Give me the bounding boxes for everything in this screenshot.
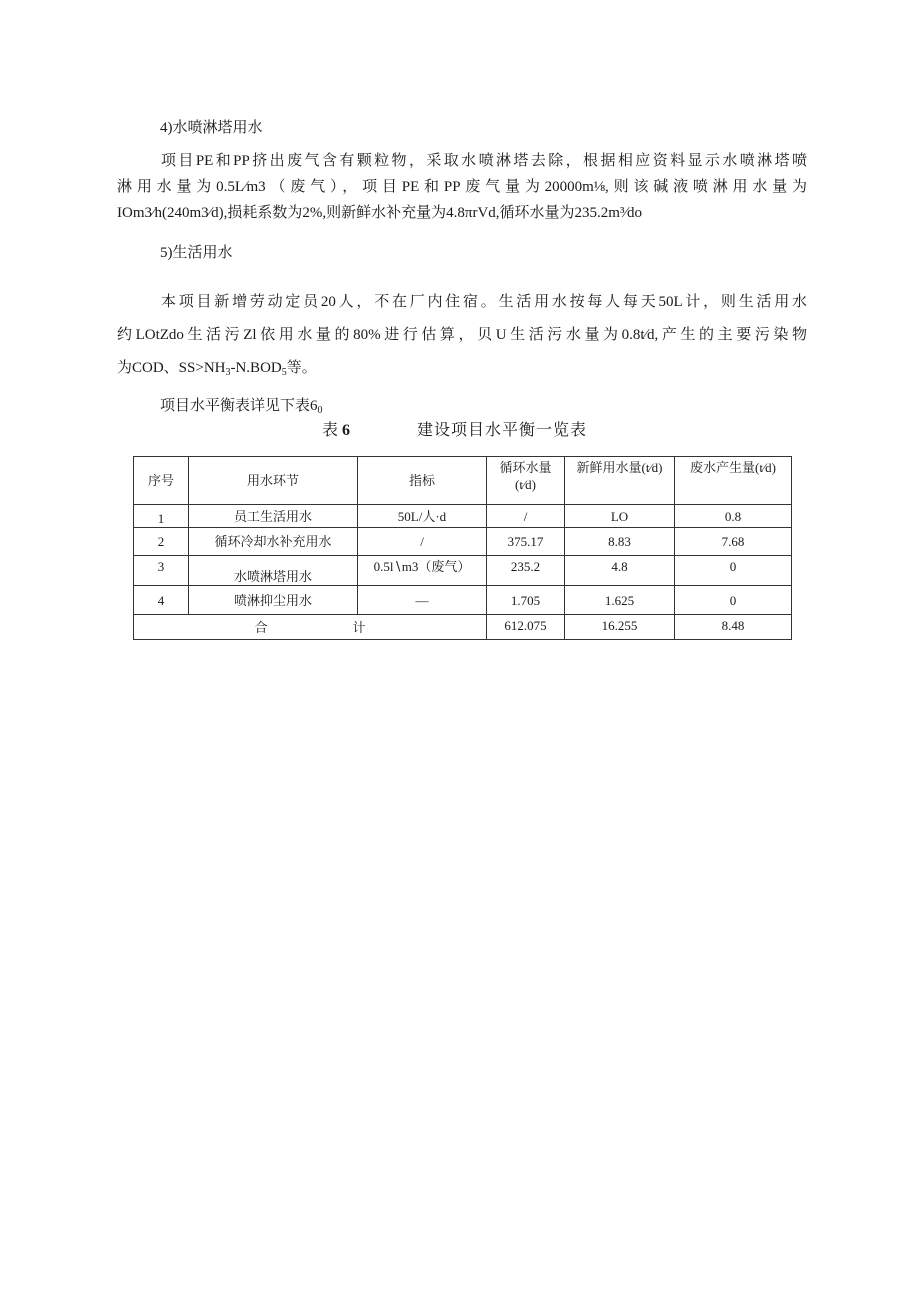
text-run: 等。 <box>286 360 317 376</box>
table-cell: — <box>358 586 487 615</box>
table-header-row <box>134 457 792 505</box>
table-row <box>134 505 792 528</box>
table-cell: 50L/人·d <box>358 505 487 528</box>
paragraph-line: IOm3∕h(240m3∕d),损耗系数为2%,则新鲜水补充量为4.8πrVd,循环水量为235.2m³∕do <box>117 205 642 221</box>
subscript: 5 <box>281 367 287 378</box>
table-cell: 8.48 <box>675 615 792 640</box>
table-cell: 235.2 <box>487 556 565 586</box>
water-balance-table <box>133 456 792 640</box>
header-cell: 序号 <box>134 457 189 505</box>
table-total-row <box>134 615 792 640</box>
paragraph-domestic-water <box>117 286 807 385</box>
table-cell: 1.625 <box>565 586 675 615</box>
table-cell: 16.255 <box>565 615 675 640</box>
paragraph-line: 淋用水量为0.5L∕m3（废气），项目PE和PP废气量为20000m⅛,则该碱液喷淋用水量为 <box>117 179 807 195</box>
table-cell: LO <box>565 505 675 528</box>
header-cell: 循环水量(t∕d) <box>487 457 565 505</box>
paragraph-line <box>117 352 807 385</box>
paragraph-line: 本项目新增劳动定员20人，不在厂内住宿。生活用水按每人每天50L计，则生活用水 <box>161 294 807 310</box>
table-cell: 员工生活用水 <box>189 505 358 528</box>
table-cell: 喷淋抑尘用水 <box>189 586 358 615</box>
table-cell: 1.705 <box>487 586 565 615</box>
paragraph-line: 项目PE和PP挤出废气含有颗粒物，采取水喷淋塔去除，根据相应资料显示水喷淋塔喷 <box>161 153 807 169</box>
paragraph-line: 约LOtZdo生活污Zl依用水量的80%进行估算，贝U生活污水量为0.8t∕d,产生的主要污染物 <box>117 327 807 343</box>
subscript: 0 <box>317 405 323 416</box>
text-run: 6 <box>342 422 351 439</box>
table-row <box>134 556 792 586</box>
table-reference <box>160 396 323 416</box>
table-cell: / <box>487 505 565 528</box>
table-cell: 612.075 <box>487 615 565 640</box>
table-row <box>134 586 792 615</box>
section-heading-spray-tower: 4)水喷淋塔用水 <box>160 120 263 136</box>
header-cell: 用水环节 <box>189 457 358 505</box>
subscript: 3 <box>225 367 231 378</box>
table-cell: 0.5l∖m3（废气） <box>358 556 487 586</box>
header-cell: 指标 <box>358 457 487 505</box>
table-cell: 7.68 <box>675 528 792 556</box>
table-cell: / <box>358 528 487 556</box>
section-heading-domestic-water: 5)生活用水 <box>160 245 233 261</box>
table-cell: 4 <box>134 586 189 615</box>
table-cell: 0.8 <box>675 505 792 528</box>
table-cell: 0 <box>675 556 792 586</box>
text-run: -N.BOD <box>230 360 282 376</box>
header-cell: 废水产生量(t∕d) <box>675 457 792 505</box>
table-row <box>134 528 792 556</box>
paragraph-spray-tower <box>117 148 807 226</box>
table-cell: 3 <box>134 556 189 586</box>
table-number <box>322 420 350 442</box>
text-run: 为COD、SS>NH <box>117 360 226 376</box>
table-title: 建设项目水平衡一览表 <box>417 422 588 439</box>
total-label: 合 <box>254 619 268 635</box>
table-cell: 2 <box>134 528 189 556</box>
text-run: 表 <box>322 422 339 439</box>
text-run: 项目水平衡表详见下表6 <box>160 398 318 414</box>
header-cell: 新鲜用水量(t∕d) <box>565 457 675 505</box>
table-cell: 循环冷却水补充用水 <box>189 528 358 556</box>
table-cell: 375.17 <box>487 528 565 556</box>
table-cell: 水喷淋塔用水 <box>189 556 358 586</box>
table-cell: 1 <box>134 505 189 528</box>
table-cell: 4.8 <box>565 556 675 586</box>
total-label-cell <box>134 615 487 640</box>
table-cell: 0 <box>675 586 792 615</box>
table-cell: 8.83 <box>565 528 675 556</box>
total-label: 计 <box>352 619 366 635</box>
